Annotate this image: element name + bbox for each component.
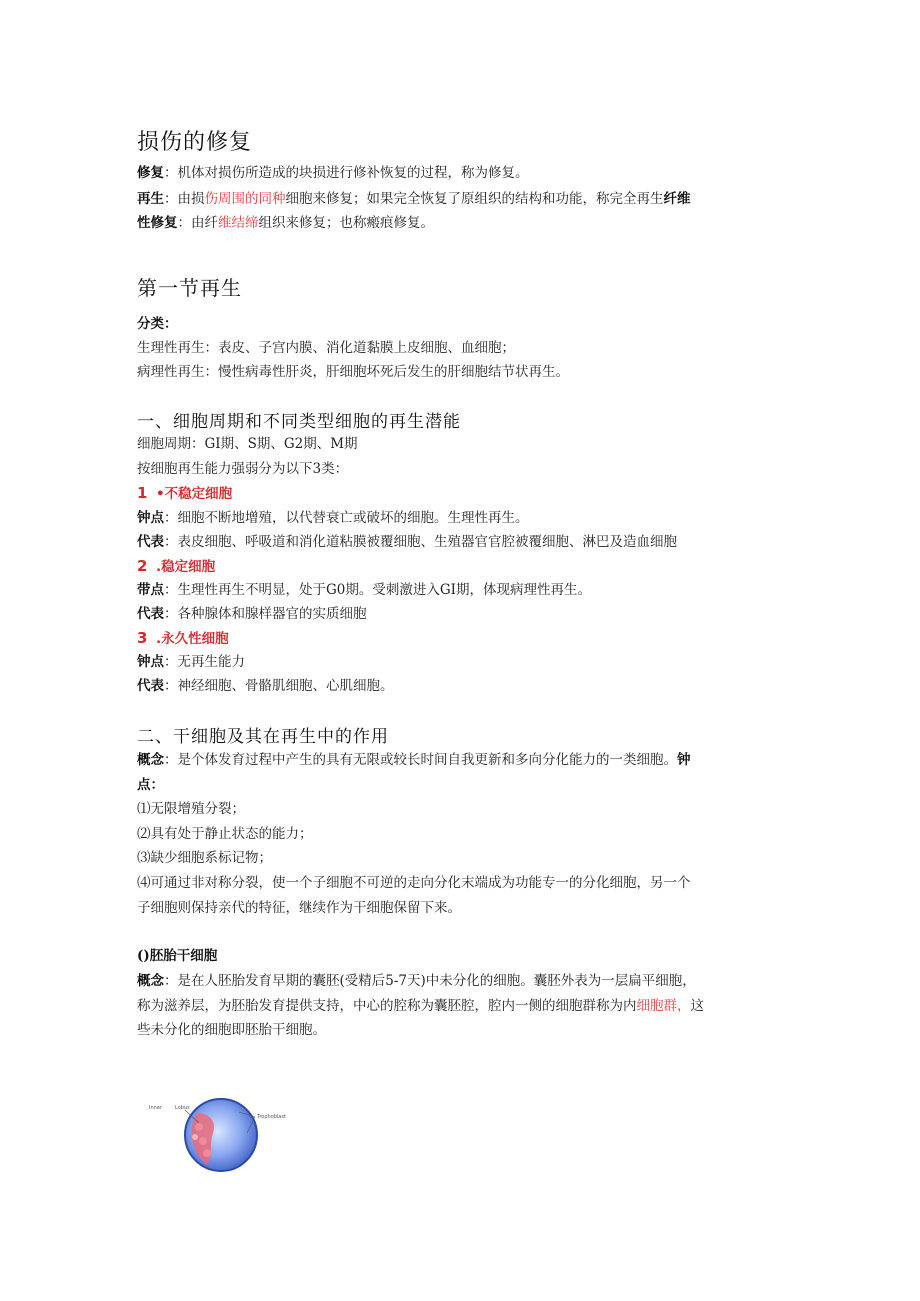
term-label: 带点 — [137, 582, 164, 598]
text: 组织来修复；也称瘢痕修复。 — [258, 215, 434, 231]
term-label: 概念 — [137, 752, 164, 768]
category-3-representative — [137, 676, 394, 696]
text: 称为滋养层，为胚胎发育提供支持，中心的腔称为囊胚腔，腔内一侧的细胞群称为内 — [137, 998, 637, 1014]
category-number: 1 — [137, 484, 148, 502]
text: ：由纤 — [177, 215, 218, 231]
text: ：各种腺体和腺样器官的实质细胞 — [164, 606, 367, 622]
category-3-heading — [137, 628, 229, 649]
category-title: .稳定细胞 — [156, 559, 216, 575]
term-label: 钟点 — [137, 654, 164, 670]
category-3-feature — [137, 652, 245, 672]
section-title: 第一节再生 — [137, 276, 242, 300]
category-number: 3 — [137, 629, 148, 647]
intro-line-3 — [137, 213, 434, 233]
text: 细胞来修复；如果完全恢复了原组织的结构和功能，称完全再生 — [285, 191, 664, 207]
bold-text: 纤维 — [663, 191, 691, 207]
term-label: 钟点 — [137, 510, 164, 526]
term-label: 概念 — [137, 973, 164, 989]
text: 这 — [690, 998, 704, 1014]
text: ：无再生能力 — [164, 654, 245, 670]
part1-heading: 一、细胞周期和不同类型细胞的再生潜能 — [137, 412, 461, 432]
text: ：是在人胚胎发育早期的囊胚(受精后5-7天)中未分化的细胞。囊胚外表为一层扁平细胞， — [164, 973, 696, 989]
category-number: 2 — [137, 557, 148, 575]
figure-label-lobus: Lobus — [175, 1105, 190, 1111]
text: ：由损 — [164, 191, 205, 207]
highlight-text: 维结缔 — [218, 215, 259, 231]
category-1-feature — [137, 508, 529, 528]
term-label: 钟 — [677, 752, 691, 768]
category-title: •不稳定细胞 — [156, 486, 233, 502]
feature-2: ⑵具有处于静止状态的能力； — [137, 826, 313, 842]
embryo-concept-line-3: 些未分化的细胞即胚胎干细胞。 — [137, 1022, 326, 1038]
blastocyst-illustration — [147, 1093, 307, 1183]
blastocyst-figure — [147, 1093, 307, 1183]
category-title: .永久性细胞 — [156, 631, 229, 647]
text: ：细胞不断地增殖，以代替衰亡或破坏的细胞。生理性再生。 — [164, 510, 529, 526]
feature-4-line-2: 子细胞则保持亲代的特征，继续作为干细胞保留下来。 — [137, 900, 461, 916]
embryo-concept-line-1 — [137, 971, 696, 991]
text: ：神经细胞、骨骼肌细胞、心肌细胞。 — [164, 678, 394, 694]
category-2-representative — [137, 604, 367, 624]
category-1-heading — [137, 483, 232, 504]
stem-cell-concept — [137, 750, 691, 770]
intro-line-1 — [137, 163, 529, 183]
category-2-feature — [137, 580, 591, 600]
classification-label: 分类： — [137, 316, 178, 332]
term-label: 再生 — [137, 191, 164, 207]
cell-cycle: 细胞周期：GI期、S期、G2期、M期 — [137, 436, 358, 452]
category-2-heading — [137, 556, 215, 577]
text: ：机体对损伤所造成的块损进行修补恢复的过程，称为修复。 — [164, 165, 529, 181]
term-label: 代表 — [137, 678, 164, 694]
feature-1: ⑴无限增殖分裂； — [137, 801, 245, 817]
intro-line-2 — [137, 189, 691, 209]
figure-label-trophoblast: Trophoblast — [257, 1114, 286, 1120]
feature-4-line-1: ⑷可通过非对称分裂，使一个子细胞不可逆的走向分化末端成为功能专一的分化细胞，另一个 — [137, 875, 691, 891]
term-label: 性修复 — [137, 215, 178, 231]
text: ：表皮细胞、呼吸道和消化道粘膜被覆细胞、生殖器官官腔被覆细胞、淋巴及造血细胞 — [164, 534, 677, 550]
term-label: 代表 — [137, 534, 164, 550]
pathological-regeneration: 病理性再生：慢性病毒性肝炎，肝细胞坏死后发生的肝细胞结节状再生。 — [137, 364, 569, 380]
classification-intro: 按细胞再生能力强弱分为以下3类： — [137, 461, 349, 477]
text: ：是个体发育过程中产生的具有无限或较长时间自我更新和多向分化能力的一类细胞。 — [164, 752, 677, 768]
text: ：生理性再生不明显，处于G0期。受刺激进入GI期，体现病理性再生。 — [164, 582, 591, 598]
term-label: 代表 — [137, 606, 164, 622]
highlight-text: 细胞群， — [636, 998, 691, 1014]
embryonic-stem-cell-heading: ()胚胎干细胞 — [137, 948, 218, 964]
figure-label-inner: Inner — [149, 1105, 162, 1111]
physiological-regeneration: 生理性再生：表皮、子宫内膜、消化道黏膜上皮细胞、血细胞； — [137, 340, 515, 356]
part2-heading: 二、干细胞及其在再生中的作用 — [137, 727, 389, 747]
term-label: 修复 — [137, 165, 164, 181]
embryo-concept-line-2 — [137, 996, 704, 1016]
page-title: 损伤的修复 — [137, 130, 253, 155]
feature-label: 点： — [137, 777, 164, 793]
feature-3: ⑶缺少细胞系标记物； — [137, 850, 272, 866]
highlight-text: 伤周围的同种 — [204, 191, 286, 207]
category-1-representative — [137, 532, 677, 552]
